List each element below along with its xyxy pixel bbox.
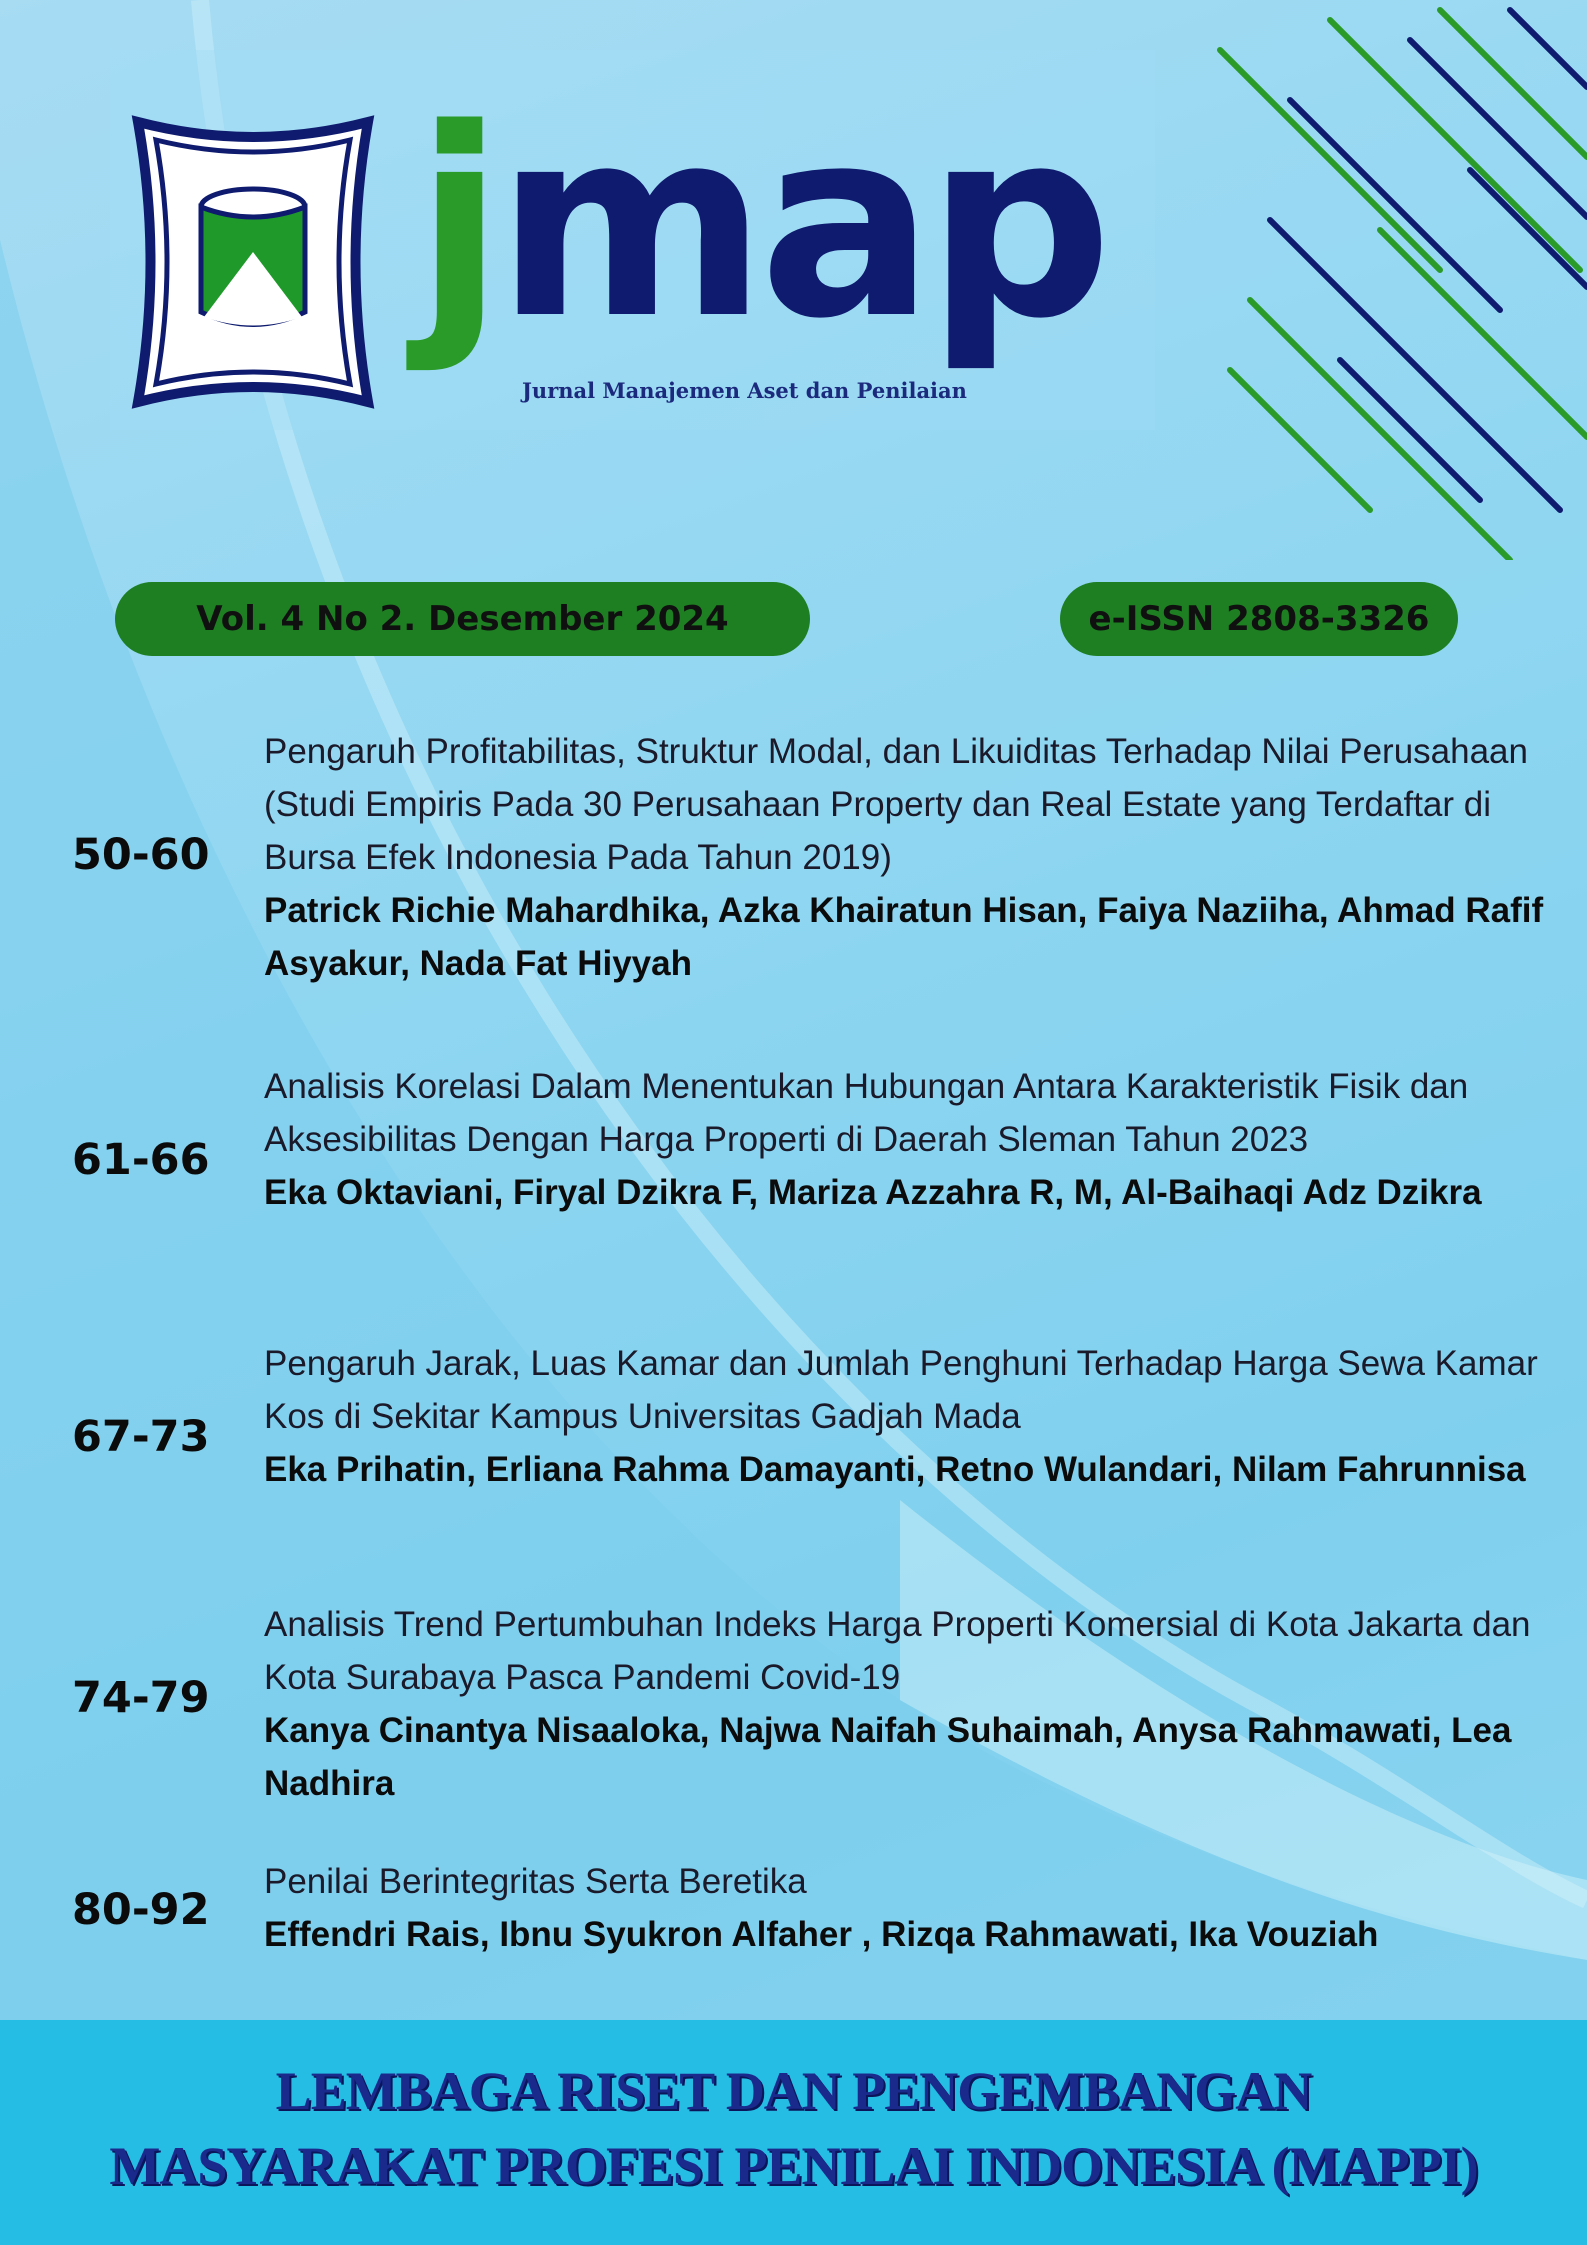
publisher-footer-band	[0, 2020, 1587, 2245]
article-body	[264, 725, 1554, 990]
article-authors: Effendri Rais, Ibnu Syukron Alfaher , Rizqa Rahmawati, Ika Vouziah	[264, 1915, 1379, 1954]
article-pages: 67-73	[72, 1412, 210, 1462]
article-title[interactable]: Pengaruh Profitabilitas, Struktur Modal, dan Likuiditas Terhadap Nilai Perusahaan (Studi Empiris Pada 30 Perusahaan Property dan Real Estate yang Terdaftar di Bursa Efek Indonesia Pada Tahun 2019)	[264, 732, 1528, 877]
journal-emblem-icon	[118, 112, 388, 412]
article-pages: 50-60	[72, 830, 210, 880]
article-authors: Eka Oktaviani, Firyal Dzikra F, Mariza Azzahra R, M, Al-Baihaqi Adz Dzikra	[264, 1173, 1482, 1212]
article-pages: 80-92	[72, 1885, 210, 1935]
article-title[interactable]: Analisis Trend Pertumbuhan Indeks Harga Properti Komersial di Kota Jakarta dan Kota Surabaya Pasca Pandemi Covid-19	[264, 1605, 1531, 1697]
journal-full-name: Jurnal Manajemen Aset dan Penilaian	[522, 378, 967, 403]
volume-badge: Vol. 4 No 2. Desember 2024	[115, 582, 810, 656]
article-pages: 61-66	[72, 1135, 210, 1185]
article-authors: Kanya Cinantya Nisaaloka, Najwa Naifah Suhaimah, Anysa Rahmawati, Lea Nadhira	[264, 1711, 1512, 1803]
article-body	[264, 1337, 1554, 1496]
publisher-name-line-2: MASYARAKAT PROFESI PENILAI INDONESIA (MAPPI)	[109, 2136, 1478, 2196]
article-body	[264, 1855, 1554, 1961]
article-pages: 74-79	[72, 1673, 210, 1723]
article-title[interactable]: Penilai Berintegritas Serta Beretika	[264, 1862, 807, 1901]
publisher-name-line-1: LEMBAGA RISET DAN PENGEMBANGAN	[275, 2061, 1312, 2121]
issn-badge: e-ISSN 2808-3326	[1060, 582, 1458, 656]
article-title[interactable]: Pengaruh Jarak, Luas Kamar dan Jumlah Penghuni Terhadap Harga Sewa Kamar Kos di Sekitar Kampus Universitas Gadjah Mada	[264, 1344, 1538, 1436]
article-body	[264, 1598, 1554, 1810]
journal-wordmark: jmap	[415, 74, 1105, 376]
article-title[interactable]: Analisis Korelasi Dalam Menentukan Hubungan Antara Karakteristik Fisik dan Aksesibilitas Dengan Harga Properti di Daerah Sleman Tahun 2023	[264, 1067, 1469, 1159]
article-body	[264, 1060, 1554, 1219]
article-authors: Eka Prihatin, Erliana Rahma Damayanti, Retno Wulandari, Nilam Fahrunnisa	[264, 1450, 1526, 1489]
article-authors: Patrick Richie Mahardhika, Azka Khairatun Hisan, Faiya Naziiha, Ahmad Rafif Asyakur, Nada Fat Hiyyah	[264, 891, 1544, 983]
decorative-stripes	[1180, 0, 1587, 560]
